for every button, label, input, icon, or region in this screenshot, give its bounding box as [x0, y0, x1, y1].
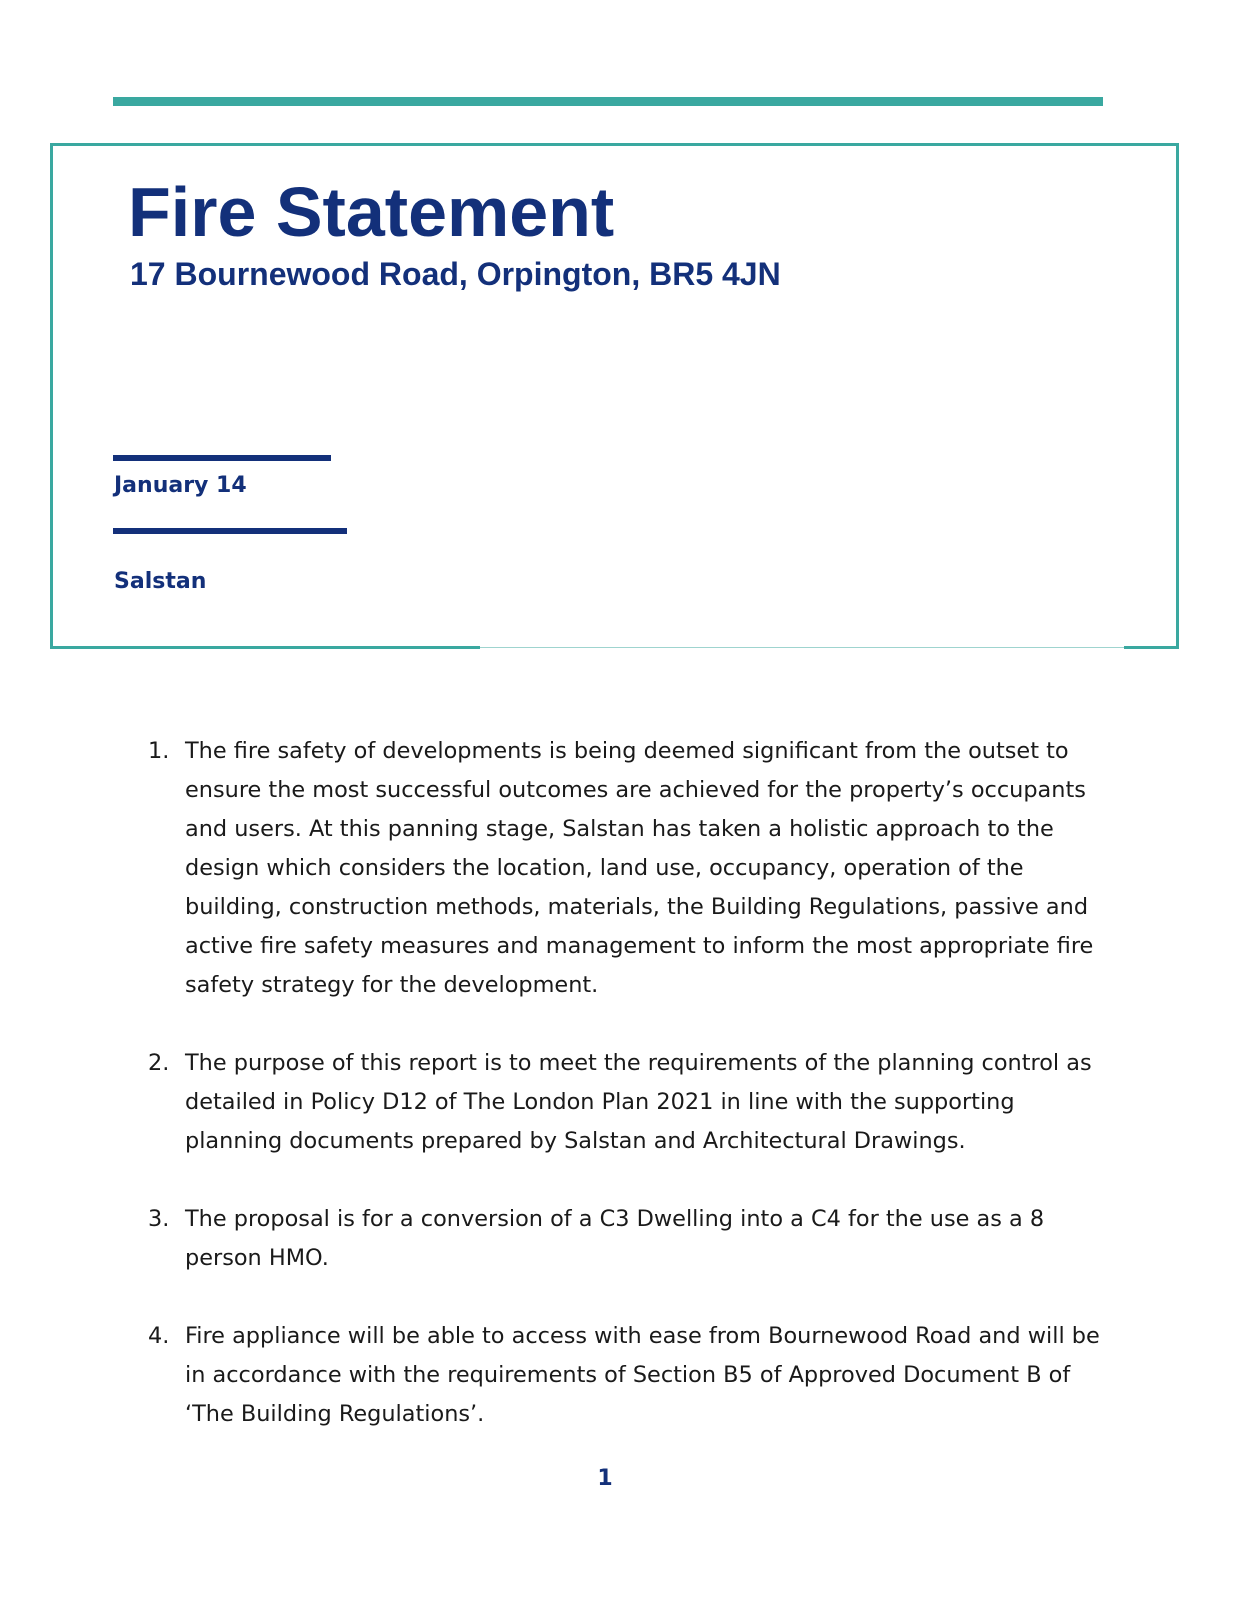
list-item — [148, 732, 1108, 1005]
list-item-number: 3. — [148, 1206, 170, 1232]
list-item-number: 4. — [148, 1323, 170, 1349]
list-item — [148, 1044, 1108, 1161]
cover-frame-thin-edge — [480, 647, 1124, 648]
statement-list — [148, 732, 1108, 1473]
date-rule-bottom — [113, 528, 347, 534]
list-item — [148, 1200, 1108, 1278]
list-item — [148, 1317, 1108, 1434]
list-item-text: The fire safety of developments is being deemed significant from the outset to ensure the most successful outcomes are achieved for the property’s occupants and users. At this panning stage, Salstan has taken a holistic approach to the design which considers the location, land use, occupancy, operation of the building, construction methods, materials, the Building Regulations, passive and active fire safety measures and management to inform the most appropriate fire safety strategy for the development. — [185, 738, 1094, 998]
list-item-text: The purpose of this report is to meet the requirements of the planning control as detailed in Policy D12 of The London Plan 2021 in line with the supporting planning documents prepared by Salstan and Architectural Drawings. — [185, 1050, 1092, 1154]
page-number: 1 — [597, 1466, 613, 1491]
document-title: Fire Statement — [128, 173, 615, 251]
list-item-number: 2. — [148, 1050, 170, 1076]
header-teal-rule — [113, 97, 1103, 106]
list-item-text: Fire appliance will be able to access with ease from Bournewood Road and will be in accordance with the requirements of Section B5 of Approved Document B of ‘The Building Regulations’. — [185, 1323, 1100, 1427]
list-item-text: The proposal is for a conversion of a C3 Dwelling into a C4 for the use as a 8 person HMO. — [185, 1206, 1045, 1271]
list-item-number: 1. — [148, 738, 170, 764]
date-rule-top — [113, 455, 331, 461]
document-date: January 14 — [114, 473, 247, 498]
document-address: 17 Bournewood Road, Orpington, BR5 4JN — [130, 256, 781, 292]
document-author: Salstan — [114, 569, 207, 594]
